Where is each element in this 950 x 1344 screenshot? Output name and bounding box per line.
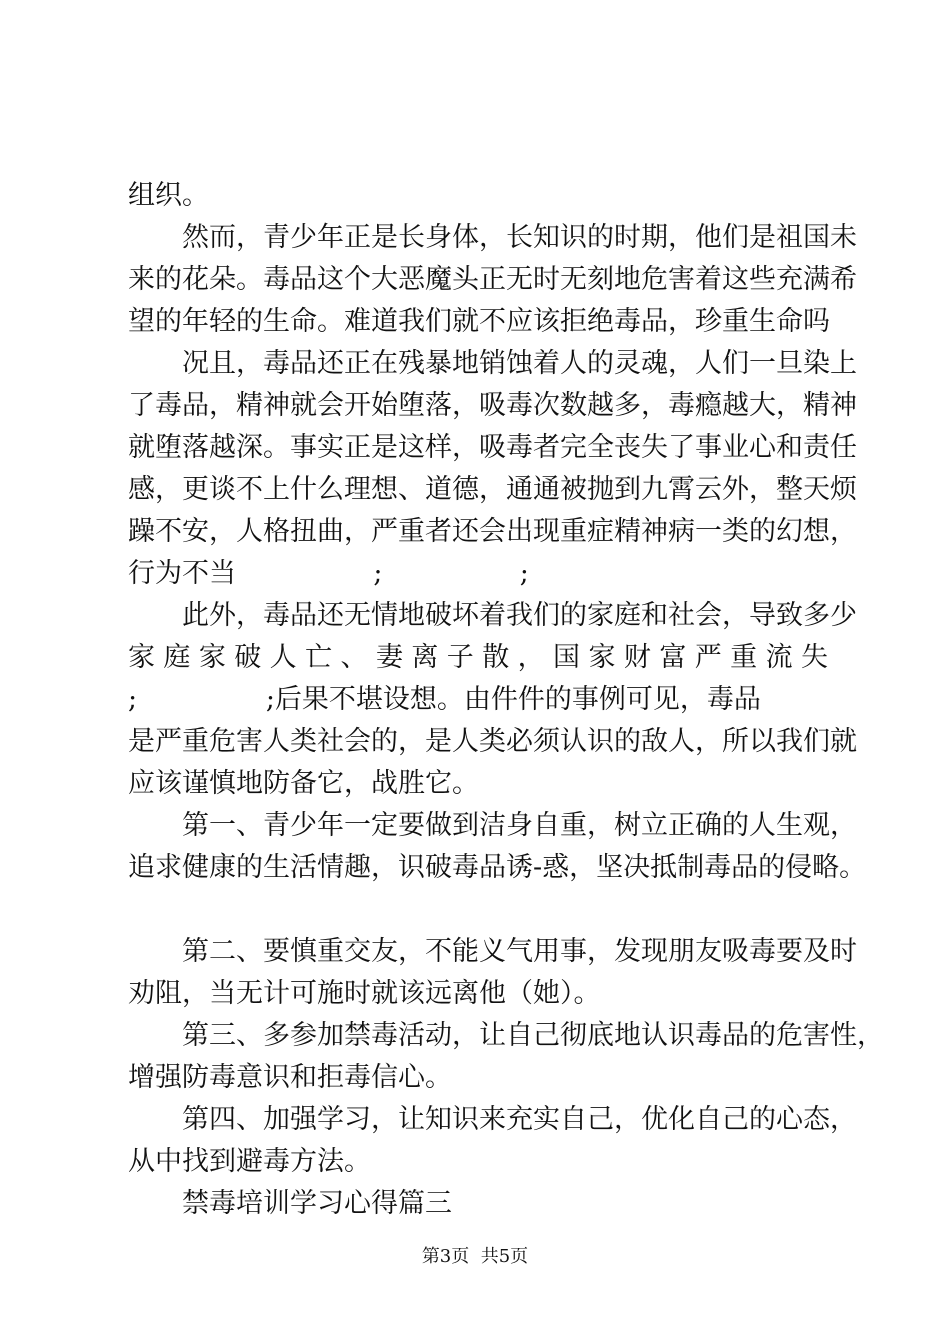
text-line: 了毒品，精神就会开始堕落，吸毒次数越多，毒瘾越大，精神 [128,390,857,421]
text-line: ; ;后果不堪设想。由件件的事例可见，毒品 [128,684,761,715]
text-line: 然而，青少年正是长身体，长知识的时期，他们是祖国未 [182,222,857,253]
text-line: 躁不安，人格扭曲，严重者还会出现重症精神病一类的幻想， [128,516,857,547]
text-line: 第三、多参加禁毒活动，让自己彻底地认识毒品的危害性， [182,1020,884,1051]
text-line: 增强防毒意识和拒毒信心。 [128,1062,452,1093]
text-line: 从中找到避毒方法。 [128,1146,371,1177]
text-line: 第一、青少年一定要做到洁身自重，树立正确的人生观， [182,810,857,841]
text-line: 行为不当 ; ; [128,558,529,589]
section-heading: 禁毒培训学习心得篇三 [182,1188,452,1219]
text-line: 是严重危害人类社会的，是人类必须认识的敌人，所以我们就 [128,726,857,757]
text-line: 第四、加强学习，让知识来充实自己，优化自己的心态， [182,1104,857,1135]
text-line: 来的花朵。毒品这个大恶魔头正无时无刻地危害着这些充满希 [128,264,857,295]
text-line: 况且，毒品还正在残暴地销蚀着人的灵魂，人们一旦染上 [182,348,857,379]
text-line: 应该谨慎地防备它，战胜它。 [128,768,479,799]
page-number-footer: 第3页 共5页 [421,1246,529,1267]
text-line: 第二、要慎重交友，不能义气用事，发现朋友吸毒要及时 [182,936,857,967]
text-line: 感，更谈不上什么理想、道德，通通被抛到九霄云外，整天烦 [128,474,857,505]
text-line: 家庭家破人亡、妻离子散，国家财富严重流失 [128,642,828,673]
text-line: 组织。 [128,180,209,211]
text-line: 此外，毒品还无情地破坏着我们的家庭和社会，导致多少 [182,600,857,631]
text-line: 望的年轻的生命。难道我们就不应该拒绝毒品，珍重生命吗 [128,306,830,337]
text-line: 追求健康的生活情趣，识破毒品诱-惑，坚决抵制毒品的侵略。 [128,852,867,883]
text-line: 劝阻，当无计可施时就该远离他（她）。 [128,978,601,1009]
text-line: 就堕落越深。事实正是这样，吸毒者完全丧失了事业心和责任 [128,432,857,463]
